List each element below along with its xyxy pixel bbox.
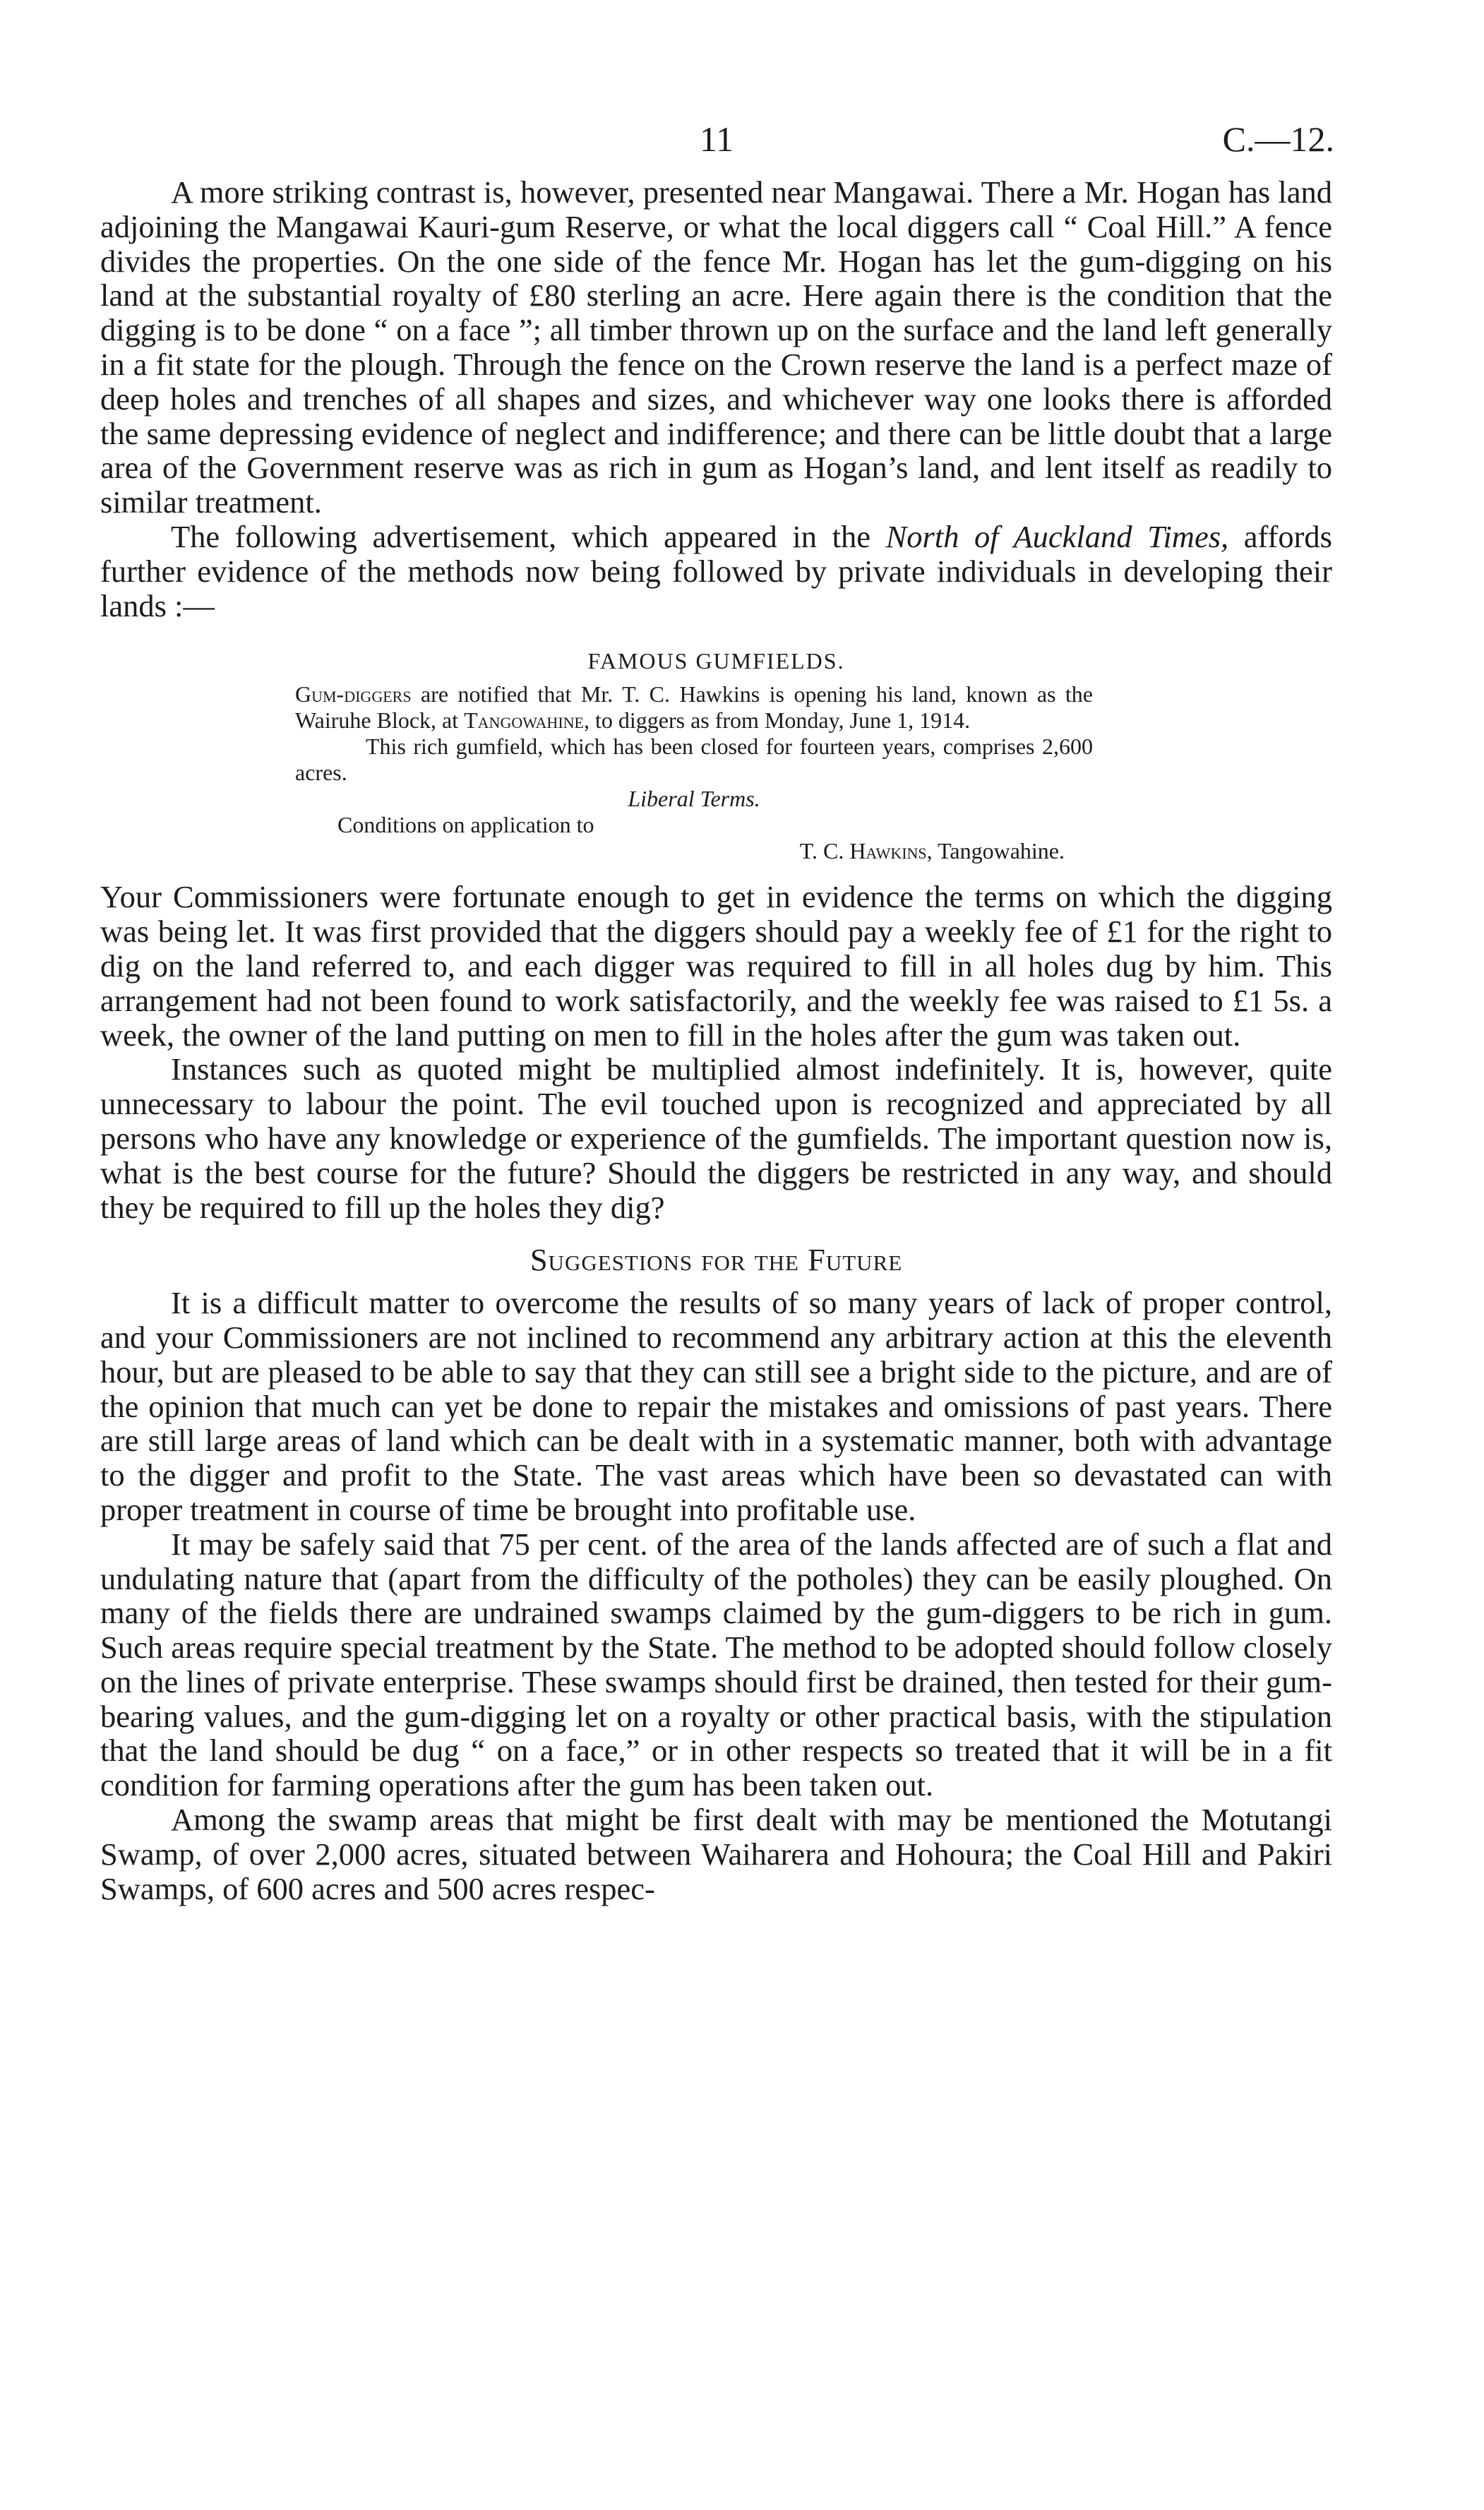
paragraph-seventy-five-percent: It may be safely said that 75 per cent. of the area of the lands affected are of such a flat and undulating nature that (apart from the difficulty of the potholes) they can be easily ploughed. On many of the fields there are undrained swamps claimed by the gum-diggers to be rich in gum. Such areas require special treatment by the State. The method to be adopted should follow closely on the lines of private enterprise. These swamps should first be drained, then tested for their gum-bearing values, and the gum-digging let on a royalty or other practical basis, with the stipulation that the land should be dug “ on a face,” or in other respects so treated that it will be in a fit condition for farming operations after the gum has been taken out.	[100, 1526, 1332, 1803]
advert-lead-caps: Gum-diggers	[295, 681, 412, 707]
section-heading: Suggestions for the Future	[529, 1242, 903, 1278]
advertisement-line-2: This rich gumfield, which has been closed for fourteen years, comprises 2,600 acres.	[295, 734, 1093, 786]
advertisement-terms: Liberal Terms.	[628, 786, 760, 812]
signature-name: Hawkins	[849, 838, 927, 864]
page-header	[99, 119, 1334, 161]
paragraph-mangawai: A more striking contrast is, however, presented near Mangawai. There a Mr. Hogan has land adjoining the Mangawai Kauri-gum Reserve, or what the local diggers call “ Coal Hill.” A fence divides the properties. On the one side of the fence Mr. Hogan has let the gum-digging on his land at the substantial royalty of £80 sterling an acre. Here again there is the condition that the digging is to be done “ on a face ”; all timber thrown up on the surface and the land left generally in a fit state for the plough. Through the fence on the Crown reserve the land is a perfect maze of deep holes and trenches of all shapes and sizes, and whichever way one looks there is afforded the same depressing evidence of neglect and indifference; and there can be little doubt that a large area of the Government reserve was as rich in gum as Hogan’s land, and lent itself as readily to similar treatment.	[100, 174, 1332, 520]
newspaper-name: North of Auckland Times,	[885, 518, 1229, 554]
advertisement-block	[295, 648, 1093, 864]
signature-place: , Tangowahine.	[926, 838, 1065, 864]
paragraph-terms-evidence: Your Commissioners were fortunate enough to get in evidence the terms on which the digging was being let. It was first provided that the diggers should pay a weekly fee of £1 for the right to dig on the land referred to, and each digger was required to fill in all holes dug by him. This arrangement had not been found to work satisfactorily, and the weekly fee was raised to £1 5s. a week, the owner of the land putting on men to fill in the holes after the gum was taken out.	[100, 879, 1332, 1053]
advert-line1-mid: are notified that Mr. T. C. Hawkins is opening his land, known as the Wairuhe Block, at	[295, 681, 1093, 734]
advert-line1-end: , to diggers as from Monday, June 1, 1914.	[583, 707, 971, 734]
paragraph-advert-intro	[100, 520, 1332, 623]
paragraph-difficult-matter: It is a difficult matter to overcome the results of so many years of lack of proper control, and your Commissioners are not inclined to recommend any arbitrary action at this the eleventh hour, but are pleased to be able to say that they can still see a bright side to the picture, and are of the opinion that much can yet be done to repair the mistakes and omissions of past years. There are still large areas of land which can be dealt with in a systematic manner, both with advantage to the digger and profit to the State. The vast areas which have been so devastated can with proper treatment in course of time be brought into profitable use.	[100, 1285, 1332, 1527]
advert-intro-before: The following advertisement, which appeared in the	[171, 518, 886, 554]
paragraph-swamp-areas: Among the swamp areas that might be first dealt with may be mentioned the Motutangi Swamp, of over 2,000 acres, situated between Waiharera and Hohoura; the Coal Hill and Pakiri Swamps, of 600 acres and 500 acres respec-	[100, 1802, 1332, 1906]
body-text	[100, 175, 1332, 1906]
paragraph-instances: Instances such as quoted might be multiplied almost indefinitely. It is, however, quite unnecessary to labour the point. The evil touched upon is recognized and appreciated by all persons who have any knowledge or experience of the gumfields. The important question now is, what is the best course for the future? Should the diggers be restricted in any way, and should they be required to fill up the holes they dig?	[100, 1051, 1332, 1225]
advertisement-conditions: Conditions on application to	[337, 812, 594, 838]
page-number: 11	[699, 119, 734, 159]
signature-initials: T. C.	[799, 838, 850, 864]
document-reference: C.—12.	[1222, 119, 1334, 159]
advert-place-caps: Tangowahine	[464, 707, 584, 734]
advertisement-line-1	[295, 681, 1093, 734]
advertisement-title: FAMOUS GUMFIELDS.	[587, 648, 845, 674]
advert-intro-after: affords further evidence of the methods now being followed by private individuals in developing their lands :—	[100, 518, 1332, 623]
advertisement-signature	[295, 838, 1093, 864]
